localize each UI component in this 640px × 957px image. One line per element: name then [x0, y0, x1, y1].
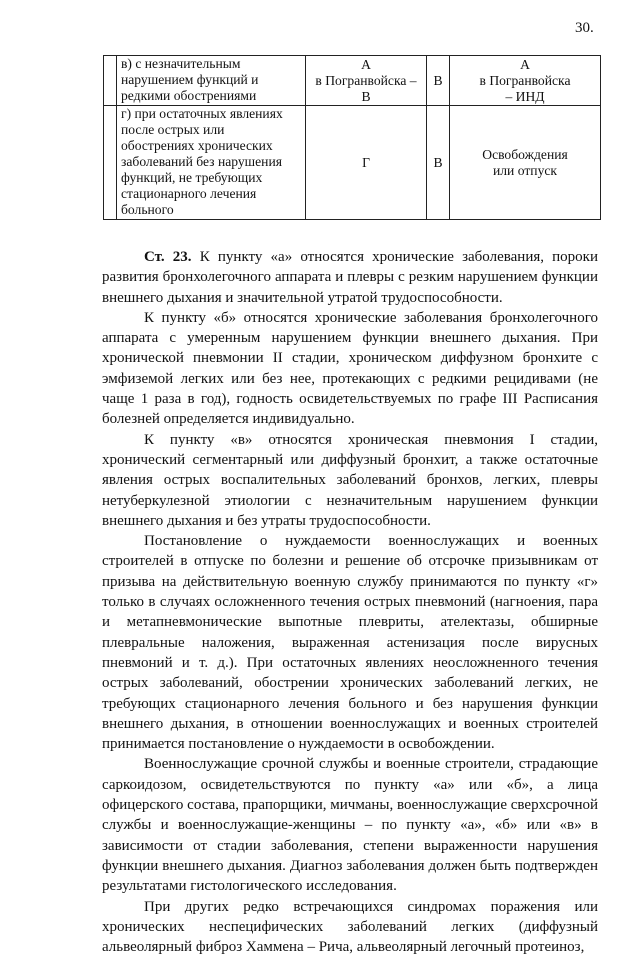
paragraph-4: Постановление о нуждаемости военнослужащих и военных строителей в отпуске по болезни и решение об отсрочке призывникам от призыва на действительную военную службу принимаются по пункту «г» только в случаях осложненного течения острых пневмоний (нагноения, пара и метапневмонические выпотные плевриты, ателектазы, обширные плевральные наложения, выраженная астенизация после вирусных пневмоний и т. д.). При остаточных явлениях неосложненного течения острых заболеваний, обострении хронических заболеваний легких, не требующих стационарного лечения больного и без нарушения функции внешнего дыхания, в отношении военнослужащих и военных строителей принимается постановление о нуждаемости в освобождении.	[102, 531, 598, 754]
paragraph-text: К пункту «а» относятся хронические заболевания, пороки развития бронхолегочного аппарата и плевры с резким нарушением функции внешнего дыхания и значительной утратой трудоспособности.	[102, 249, 598, 306]
table-cell-category: А в Погранвойска – В	[306, 56, 427, 106]
table-cell-item: г) при остаточных явлениях после острых или обострениях хронических заболеваний без нарушения функций, не требующих стационарного лечения больного	[117, 106, 306, 220]
article-label: Ст. 23.	[144, 249, 192, 265]
paragraph-1	[102, 247, 598, 308]
table-cell-category: Г	[306, 106, 427, 220]
table-cell-col4: А в Погранвойска – ИНД	[450, 56, 601, 106]
table-row	[104, 106, 601, 220]
paragraph-5: Военнослужащие срочной службы и военные строители, страдающие саркоидозом, освидетельствуются по пункту «а» или «б», а лица офицерского состава, прапорщики, мичманы, военнослужащие сверхсрочной службы и военнослужащие-женщины – по пункту «а», «б» или «в» в зависимости от стадии заболевания, степени выраженности нарушения функции внешнего дыхания. Диагноз заболевания должен быть подтвержден результатами гистологического исследования.	[102, 754, 598, 896]
fitness-table	[103, 55, 601, 220]
table-cell-item: в) с незначительным нарушением функций и редкими обострениями	[117, 56, 306, 106]
page-number: 30.	[575, 20, 594, 37]
table-cell-col4: Освобождения или отпуск	[450, 106, 601, 220]
table-row	[104, 56, 601, 106]
paragraph-6: При других редко встречающихся синдромах поражения или хронических неспецифических заболеваний легких (диффузный альвеолярный фиброз Хаммена – Рича, альвеолярный легочный протеиноз,	[102, 897, 598, 957]
table-cell-blank	[104, 56, 117, 106]
table-cell-col3: В	[427, 56, 450, 106]
article-text	[102, 247, 598, 957]
table-cell-col3: В	[427, 106, 450, 220]
table-cell-blank	[104, 106, 117, 220]
paragraph-2: К пункту «б» относятся хронические заболевания бронхолегочного аппарата с умеренным нарушением функции внешнего дыхания. При хронической пневмонии II стадии, хроническом диффузном бронхите с эмфиземой легких или без нее, протекающих с редкими рецидивами (не чаще 1 раза в год), годность освидетельствуемых по графе III Расписания болезней определяется индивидуально.	[102, 308, 598, 430]
paragraph-3: К пункту «в» относятся хроническая пневмония I стадии, хронический сегментарный или диффузный бронхит, а также остаточные явления острых воспалительных заболеваний бронхов, легких, плевры нетуберкулезной этиологии с незначительным нарушением функции внешнего дыхания и без утраты трудоспособности.	[102, 430, 598, 531]
